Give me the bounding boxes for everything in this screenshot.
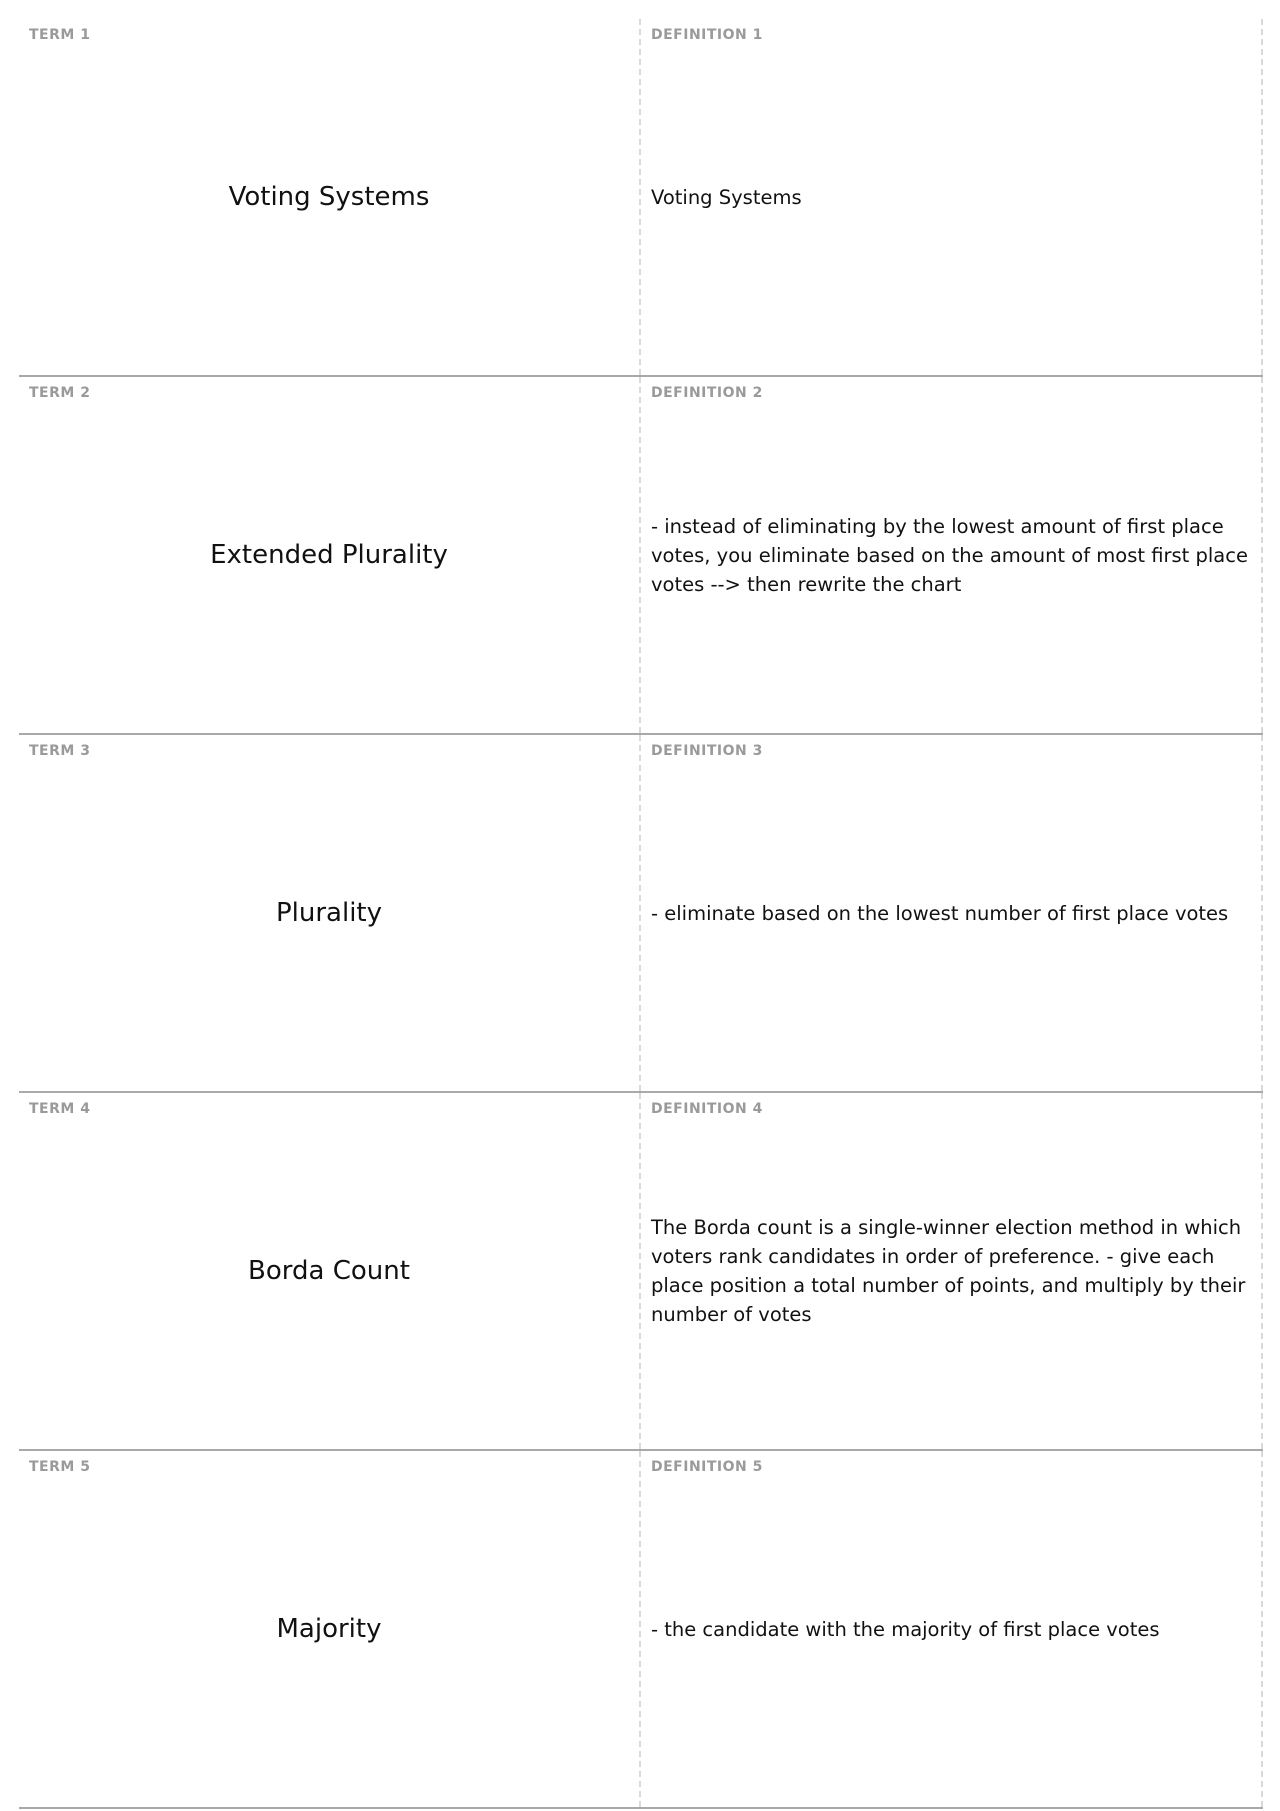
definition-label: DEFINITION 2 (651, 385, 763, 401)
term-cell (19, 19, 641, 375)
term-text: Borda Count (248, 1256, 410, 1286)
definition-cell (641, 1093, 1263, 1449)
definition-text: Voting Systems (651, 185, 802, 209)
definition-cell (641, 377, 1263, 733)
term-label: TERM 5 (29, 1459, 91, 1475)
definition-label: DEFINITION 3 (651, 743, 763, 759)
card-row (19, 735, 1263, 1093)
term-text: Plurality (275, 898, 383, 928)
card-row (19, 377, 1263, 735)
term-label: TERM 3 (29, 743, 91, 759)
definition-cell (641, 735, 1263, 1091)
definition-text: - eliminate based on the lowest number of first place votes (651, 901, 1229, 925)
term-cell (19, 1093, 641, 1449)
card-row (19, 19, 1263, 377)
definition-cell (641, 1451, 1263, 1807)
term-text: Extended Plurality (210, 540, 448, 570)
card-row (19, 1451, 1263, 1809)
term-cell (19, 377, 641, 733)
term-label: TERM 4 (29, 1101, 91, 1117)
definition-label: DEFINITION 1 (651, 27, 763, 43)
definition-text: - instead of eliminating by the lowest amount of first place votes, you eliminate based on the amount of most first place votes --> then rewrite the chart (651, 514, 1248, 596)
term-cell (19, 1451, 641, 1807)
term-label: TERM 2 (29, 385, 91, 401)
definition-text: - the candidate with the majority of first place votes (651, 1617, 1160, 1641)
flashcard-sheet (19, 19, 1263, 1809)
term-text: Voting Systems (228, 182, 430, 212)
card-row (19, 1093, 1263, 1451)
definition-label: DEFINITION 4 (651, 1101, 763, 1117)
definition-label: DEFINITION 5 (651, 1459, 763, 1475)
term-text: Majority (276, 1614, 382, 1644)
term-cell (19, 735, 641, 1091)
term-label: TERM 1 (29, 27, 91, 43)
definition-cell (641, 19, 1263, 375)
definition-text: The Borda count is a single-winner election method in which voters rank candidates in order of preference. - give each place position a total number of points, and multiply by their number of votes (651, 1216, 1246, 1326)
